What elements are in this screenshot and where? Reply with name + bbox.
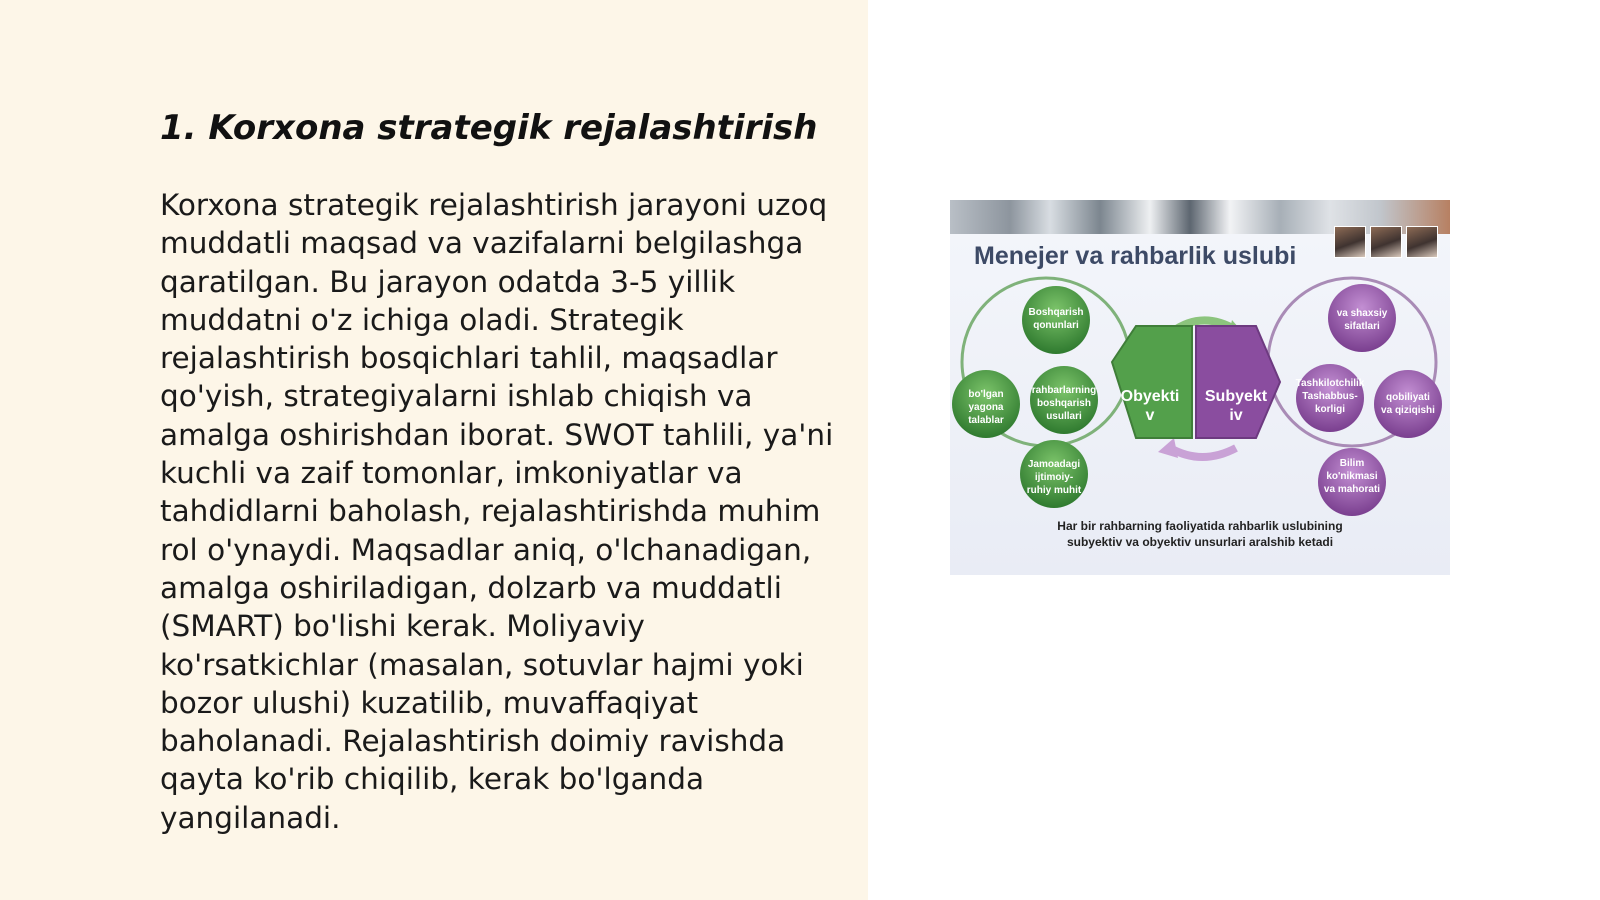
svg-text:Tashkilotchilik: Tashkilotchilik <box>1295 378 1365 389</box>
svg-text:Jamoadagi: Jamoadagi <box>1027 459 1081 470</box>
leadership-style-figure <box>950 200 1450 575</box>
svg-text:yagona: yagona <box>968 402 1004 413</box>
green-circle <box>1022 286 1090 354</box>
objective-label-line1: Obyekti <box>1120 388 1180 405</box>
arrowhead-icon <box>1158 438 1178 458</box>
subjective-label-line2: iv <box>1229 407 1243 424</box>
svg-text:va mahorati: va mahorati <box>1323 484 1381 495</box>
svg-text:ruhiy muhit: ruhiy muhit <box>1026 485 1082 496</box>
svg-text:Boshqarish: Boshqarish <box>1028 307 1084 318</box>
svg-text:korligi: korligi <box>1314 404 1346 415</box>
svg-text:Bilim: Bilim <box>1339 458 1365 469</box>
purple-circle <box>1374 370 1442 438</box>
caption-line: subyektiv va obyektiv unsurlari aralshib ketadi <box>1066 535 1334 549</box>
svg-text:ijtimoiy-: ijtimoiy- <box>1034 472 1074 483</box>
svg-text:bo'lgan: bo'lgan <box>968 389 1004 400</box>
green-circle <box>1030 366 1098 434</box>
green-circle <box>1020 440 1088 508</box>
svg-text:ko'nikmasi: ko'nikmasi <box>1326 471 1378 482</box>
svg-text:boshqarish: boshqarish <box>1037 398 1091 409</box>
svg-text:qonunlari: qonunlari <box>1033 320 1079 331</box>
svg-text:talablar: talablar <box>968 415 1004 426</box>
objective-label-line2: v <box>1145 407 1155 424</box>
svg-text:sifatlari: sifatlari <box>1344 321 1380 332</box>
svg-text:usullari: usullari <box>1046 411 1082 422</box>
slide-title: 1. Korxona strategik rejalashtirish <box>160 108 818 148</box>
svg-text:va qiziqishi: va qiziqishi <box>1381 405 1435 416</box>
purple-circle <box>1296 364 1365 432</box>
svg-text:qobiliyati: qobiliyati <box>1386 392 1430 403</box>
figure-title: Menejer va rahbarlik uslubi <box>974 242 1297 270</box>
caption-line: Har bir rahbarning faoliyatida rahbarlik uslubining <box>1057 519 1343 533</box>
svg-text:va shaxsiy: va shaxsiy <box>1336 308 1388 319</box>
svg-text:Tashabbus-: Tashabbus- <box>1302 391 1358 402</box>
cycle-arrow-bottom <box>1170 448 1236 457</box>
purple-circle <box>1318 448 1386 516</box>
slide-body-text: Korxona strategik rejalashtirish jarayoni uzoq muddatli maqsad va vazifalarni belgilashga qaratilgan. Bu jarayon odatda 3-5 yillik muddatni o'z ichiga oladi. Strategik rejalashtirish bosqichlari tahlil, maqsadlar qo'yish, strategiyalarni ishlab chiqish va amalga oshirishdan iborat. SWOT tahlili, ya'ni kuchli va zaif tomonlar, imkoniyatlar va tahdidlarni baholash, rejalashtirishda muhim rol o'ynaydi. Maqsadlar aniq, o'lchanadigan, amalga oshiriladigan, dolzarb va muddatli (SMART) bo'lishi kerak. Moliyaviy ko'rsatkichlar (masalan, sotuvlar hajmi yoki bozor ulushi) kuzatilib, muvaffaqiyat baholanadi. Rejalashtirish doimiy ravishda qayta ko'rib chiqilib, kerak bo'lganda yangilanadi. <box>160 188 834 835</box>
green-circle <box>952 370 1020 438</box>
svg-text:rahbarlarning: rahbarlarning <box>1031 385 1097 396</box>
subjective-label-line1: Subyekt <box>1204 388 1268 405</box>
purple-circle <box>1328 284 1396 352</box>
figure-caption <box>990 518 1410 550</box>
